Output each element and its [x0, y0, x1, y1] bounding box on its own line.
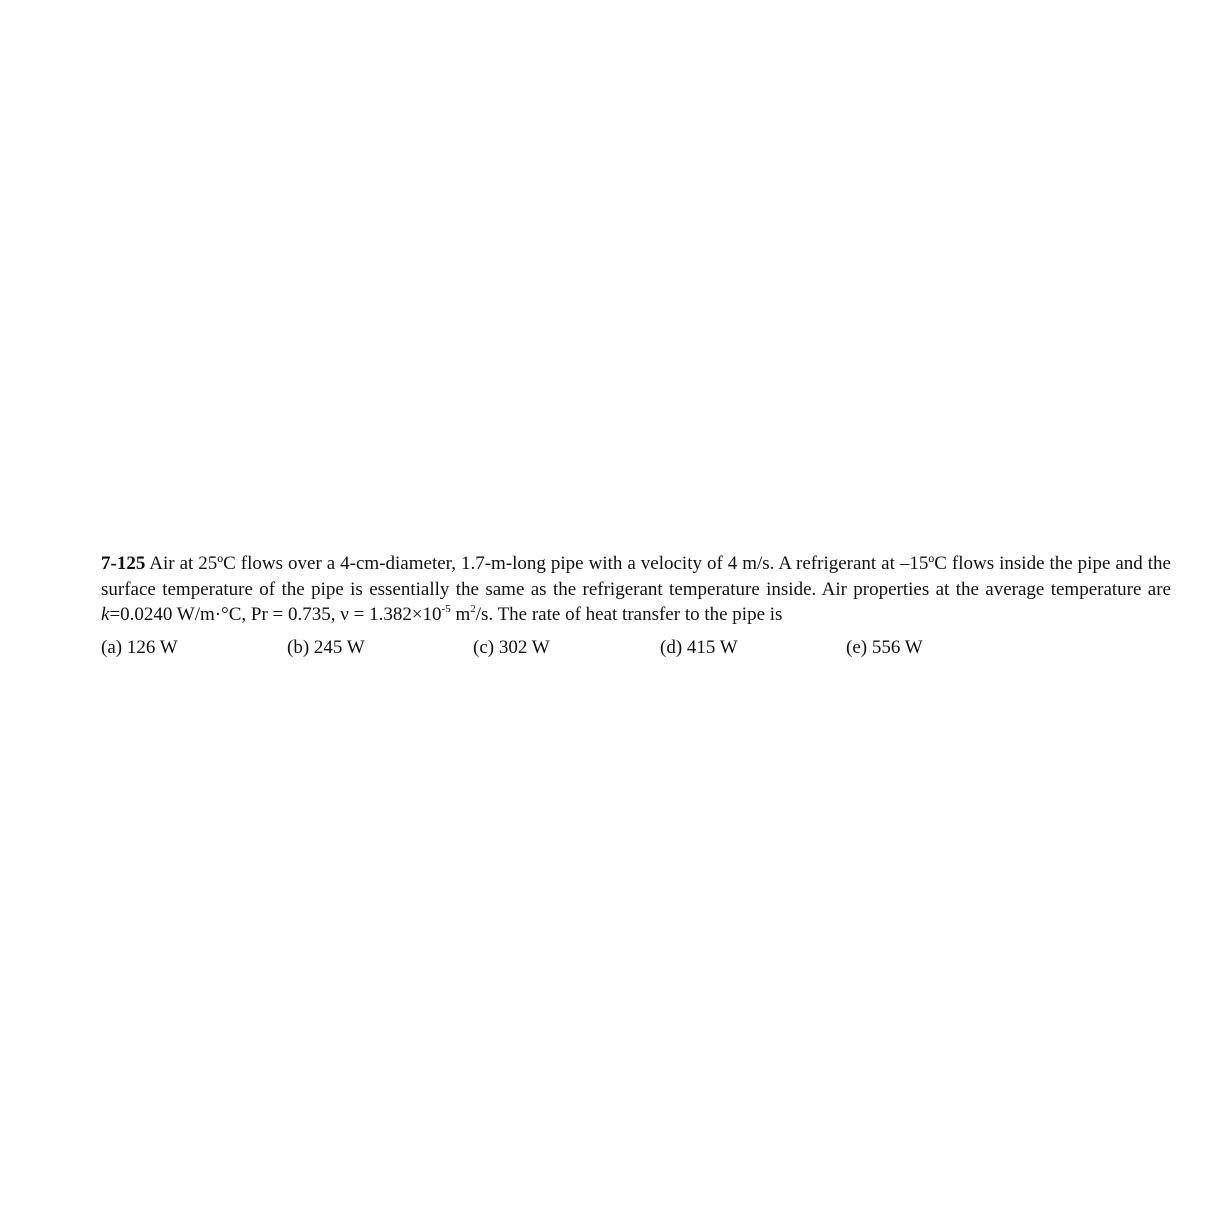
choice-e[interactable]: (e) 556 W [846, 636, 923, 658]
exponent-minus-five: -5 [441, 603, 451, 615]
problem-text-part-4: /s. The rate of heat transfer to the pipe is [475, 604, 783, 625]
problem-block [101, 551, 1171, 665]
k-symbol: k [101, 604, 110, 625]
problem-text-part-2: =0.0240 W/m·°C, Pr = 0.735, ν = 1.382×10 [109, 604, 442, 625]
choice-d[interactable]: (d) 415 W [660, 636, 738, 658]
problem-number: 7-125 [101, 553, 146, 574]
choice-c[interactable]: (c) 302 W [473, 636, 550, 658]
choice-b[interactable]: (b) 245 W [287, 636, 365, 658]
answer-choices [101, 637, 1171, 665]
choice-a[interactable]: (a) 126 W [101, 636, 178, 658]
problem-text-part-3: m [450, 604, 471, 625]
exponent-two: 2 [470, 603, 476, 615]
problem-text-part-1: Air at 25ºC flows over a 4-cm-diameter, 1.7-m-long pipe with a velocity of 4 m/s. A refrigerant at –15ºC flows inside the pipe and the surface temperature of the pipe is essentially the same as the refrigerant temperature inside. Air properties at the average temperature are [101, 553, 1171, 600]
problem-statement [101, 551, 1171, 628]
